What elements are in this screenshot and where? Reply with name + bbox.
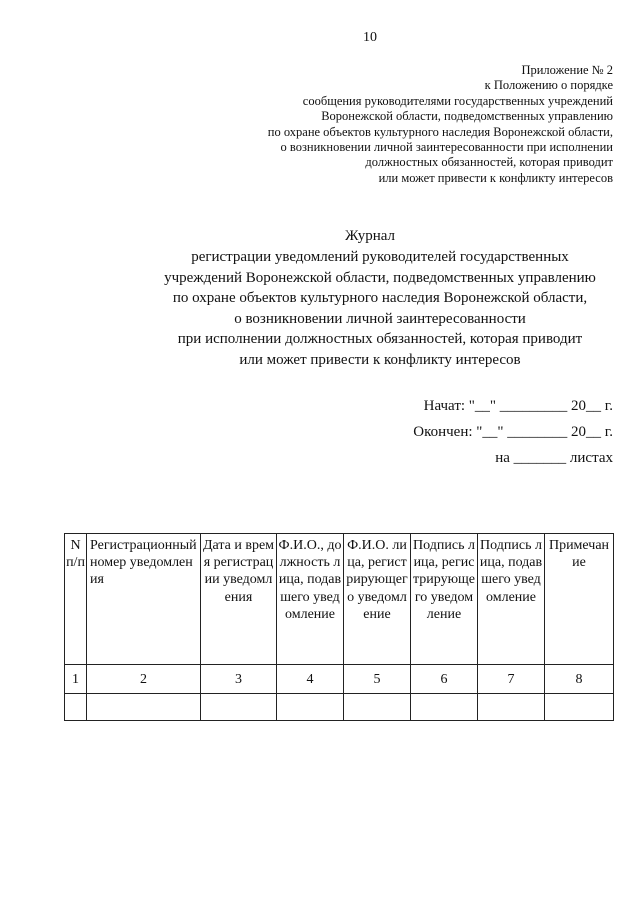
table-cell (344, 694, 411, 721)
column-header-submitter-signature: Подпись лица, подавшего уведомление (478, 534, 545, 665)
journal-subtitle-line: учреждений Воронежской области, подведомственных управлению (164, 269, 596, 286)
journal-title: Журнал (344, 228, 395, 244)
column-number: 5 (344, 665, 411, 694)
journal-subtitle-line: регистрации уведомлений руководителей государственных (191, 249, 569, 265)
column-number: 3 (201, 665, 277, 694)
dates-block (413, 393, 613, 471)
table-cell (411, 694, 478, 721)
table-cell (201, 694, 277, 721)
column-number: 7 (478, 665, 545, 694)
column-header-submitter: Ф.И.О., должность лица, подавшего уведомление (277, 534, 344, 665)
column-number: 8 (545, 665, 614, 694)
appendix-line: Приложение № 2 (521, 63, 613, 77)
column-number: 2 (87, 665, 201, 694)
appendix-line: или может привести к конфликту интересов (378, 170, 613, 185)
journal-table (64, 533, 614, 721)
journal-subtitle-line: или может привести к конфликту интересов (239, 351, 521, 368)
appendix-block (268, 63, 613, 186)
finished-date: Окончен: "__" ________ 20__ г. (413, 424, 613, 440)
column-header-registrar: Ф.И.О. лица, регистрирующего уведомление (344, 534, 411, 665)
column-header-registrar-signature: Подпись лица, регистрирующего уведомление (411, 534, 478, 665)
column-number: 4 (277, 665, 344, 694)
journal-subtitle-line: при исполнении должностных обязанностей, которая приводит (177, 331, 583, 348)
column-number: 6 (411, 665, 478, 694)
table-cell (87, 694, 201, 721)
column-number: 1 (65, 665, 87, 694)
appendix-line: сообщения руководителями государственных учреждений (302, 93, 613, 108)
appendix-line: по охране объектов культурного наследия Воронежской области, (267, 124, 613, 139)
appendix-line: о возникновении личной заинтересованности при исполнении (280, 140, 613, 155)
table-cell (277, 694, 344, 721)
sheet-count: на _______ листах (495, 450, 613, 466)
page-number: 10 (363, 30, 377, 45)
started-date: Начат: "__" _________ 20__ г. (423, 398, 613, 414)
journal-subtitle-line: о возникновении личной заинтересованности (234, 310, 526, 327)
appendix-line: должностных обязанностей, которая приводит (365, 155, 613, 170)
table-cell (545, 694, 614, 721)
journal-subtitle (0, 247, 640, 371)
column-header-note: Примечание (545, 534, 614, 665)
table-cell (478, 694, 545, 721)
table-row (65, 694, 614, 721)
column-number-row (65, 665, 614, 694)
appendix-line: Воронежской области, подведомственных управлению (321, 109, 613, 124)
journal-subtitle-line: по охране объектов культурного наследия Воронежской области, (172, 290, 588, 307)
table-cell (65, 694, 87, 721)
column-header-number: N п/п (65, 534, 87, 665)
column-header-reg-date: Дата и время регистрации уведомления (201, 534, 277, 665)
table-header-row (65, 534, 614, 665)
column-header-reg-number: Регистрационный номер уведомления (87, 534, 201, 665)
appendix-line: к Положению о порядке (484, 78, 613, 93)
